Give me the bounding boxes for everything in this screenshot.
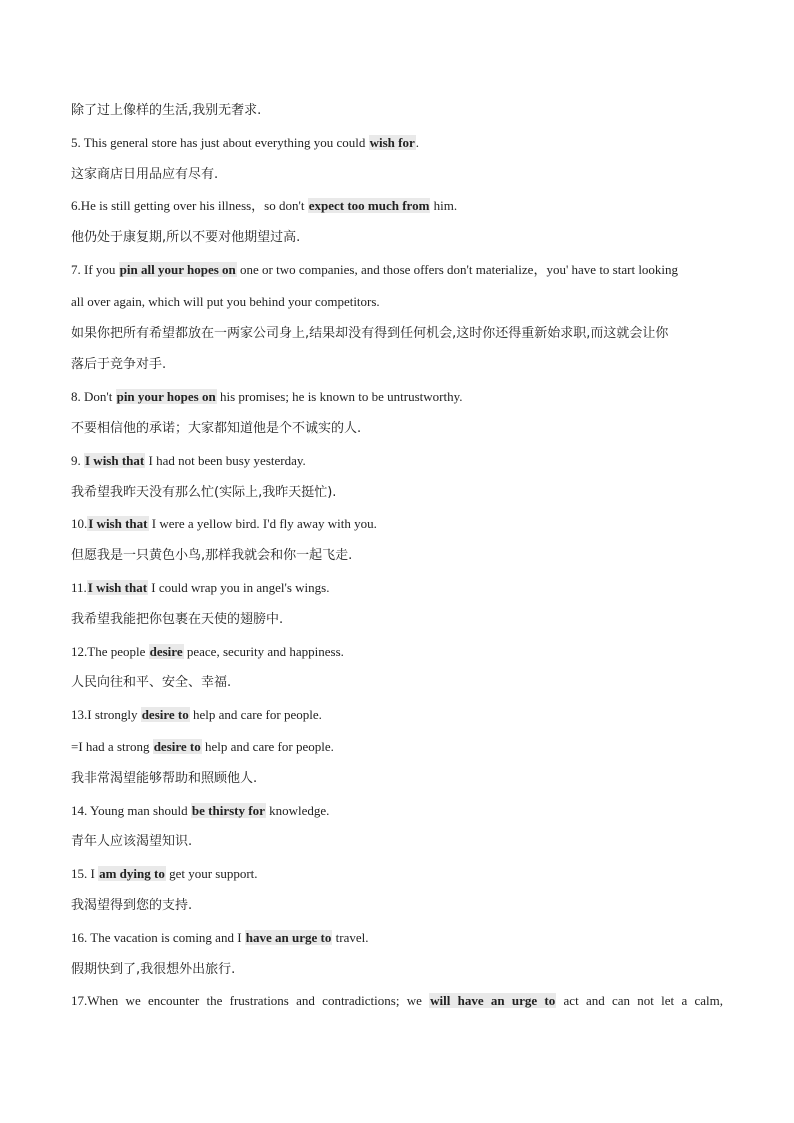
text-segment: 我非常渴望能够帮助和照顾他人. xyxy=(71,770,258,786)
text-segment: peace, security and happiness. xyxy=(183,643,344,659)
chinese-translation-line xyxy=(71,609,723,641)
text-segment: get your support. xyxy=(165,866,258,882)
text-segment: 7. If you xyxy=(71,261,119,277)
text-segment: 青年人应该渴望知识. xyxy=(71,834,193,850)
text-segment: 他仍处于康复期,所以不要对他期望过高. xyxy=(71,230,301,246)
text-segment: 11. xyxy=(71,579,87,595)
text-segment: 6.He is still getting over his illness，so don't xyxy=(71,198,308,214)
highlighted-phrase: desire xyxy=(149,643,183,659)
chinese-translation-line xyxy=(71,100,723,132)
chinese-translation-line xyxy=(71,959,723,991)
text-segment: 17.When we encounter the frustrations and contradictions; we xyxy=(71,993,430,1009)
text-segment: act and can not let a calm, xyxy=(556,993,723,1009)
text-segment: 我希望我昨天没有那么忙(实际上,我昨天挺忙). xyxy=(71,484,337,500)
chinese-translation-line xyxy=(71,323,723,355)
highlighted-phrase: be thirsty for xyxy=(191,802,265,818)
highlighted-phrase: expect too much from xyxy=(308,198,430,214)
chinese-translation-line xyxy=(71,545,723,577)
text-segment: 15. I xyxy=(71,866,99,882)
text-segment: =I had a strong xyxy=(71,738,153,754)
text-segment: travel. xyxy=(332,929,369,945)
text-segment: 落后于竞争对手. xyxy=(71,357,167,373)
text-segment: 我渴望得到您的支持. xyxy=(71,897,193,913)
text-segment: I could wrap you in angel's wings. xyxy=(148,579,330,595)
highlighted-phrase: pin your hopes on xyxy=(116,389,216,405)
text-segment: 假期快到了,我很想外出旅行. xyxy=(71,961,236,977)
text-segment: 不要相信他的承诺；大家都知道他是个不诚实的人. xyxy=(71,420,362,436)
english-sentence-line xyxy=(71,450,723,482)
chinese-translation-line xyxy=(71,768,723,800)
highlighted-phrase: will have an urge to xyxy=(430,993,556,1009)
english-sentence-line xyxy=(71,386,723,418)
english-sentence-line xyxy=(71,291,723,323)
english-sentence-line xyxy=(71,800,723,832)
text-segment: 9. xyxy=(71,452,84,468)
highlighted-phrase: I wish that xyxy=(85,452,145,468)
highlighted-phrase: pin all your hopes on xyxy=(119,261,236,277)
english-sentence-line xyxy=(71,195,723,227)
text-segment: 我希望我能把你包裹在天使的翅膀中. xyxy=(71,611,284,627)
text-segment: 除了过上像样的生活,我别无奢求. xyxy=(71,103,262,118)
text-segment: him. xyxy=(430,198,458,214)
highlighted-phrase: am dying to xyxy=(99,866,165,882)
english-sentence-line xyxy=(71,863,723,895)
chinese-translation-line xyxy=(71,482,723,514)
english-sentence-line xyxy=(71,259,723,291)
chinese-translation-line xyxy=(71,831,723,863)
text-segment: 8. Don't xyxy=(71,389,116,405)
text-segment: 这家商店日用品应有尽有. xyxy=(71,166,219,182)
highlighted-phrase: have an urge to xyxy=(245,929,332,945)
english-sentence-line xyxy=(71,577,723,609)
text-segment: 13.I strongly xyxy=(71,707,141,723)
text-segment: 16. The vacation is coming and I xyxy=(71,929,245,945)
text-segment: help and care for people. xyxy=(189,707,322,723)
chinese-translation-line xyxy=(71,672,723,704)
text-segment: 12.The people xyxy=(71,643,149,659)
text-segment: 但愿我是一只黄色小鸟,那样我就会和你一起飞走. xyxy=(71,548,353,564)
text-segment: all over again, which will put you behind your competitors. xyxy=(71,293,380,309)
highlighted-phrase: I wish that xyxy=(87,579,148,595)
chinese-translation-line xyxy=(71,895,723,927)
chinese-translation-line xyxy=(71,354,723,386)
english-sentence-line xyxy=(71,513,723,545)
chinese-translation-line xyxy=(71,227,723,259)
text-segment: 5. This general store has just about everything you could xyxy=(71,134,369,150)
english-sentence-line xyxy=(71,736,723,768)
chinese-translation-line xyxy=(71,164,723,196)
text-segment: knowledge. xyxy=(265,802,330,818)
text-segment: 如果你把所有希望都放在一两家公司身上,结果却没有得到任何机会,这时你还得重新始求职,而这就会让你 xyxy=(71,325,669,341)
text-segment: 14. Young man should xyxy=(71,802,191,818)
highlighted-phrase: desire to xyxy=(141,707,189,723)
english-sentence-line xyxy=(71,704,723,736)
text-segment: help and care for people. xyxy=(201,738,334,754)
text-segment: one or two companies, and those offers don't materialize，you' have to start looking xyxy=(236,261,679,277)
english-sentence-line xyxy=(71,927,723,959)
english-sentence-line xyxy=(71,990,723,1022)
highlighted-phrase: wish for xyxy=(369,134,415,150)
text-segment: his promises; he is known to be untrustworthy. xyxy=(216,389,463,405)
document-body xyxy=(71,100,723,1022)
english-sentence-line xyxy=(71,641,723,673)
english-sentence-line xyxy=(71,132,723,164)
text-segment: I had not been busy yesterday. xyxy=(145,452,306,468)
chinese-translation-line xyxy=(71,418,723,450)
highlighted-phrase: I wish that xyxy=(88,516,148,532)
text-segment: 人民向往和平、安全、幸福. xyxy=(71,675,232,691)
text-segment: I were a yellow bird. I'd fly away with you. xyxy=(148,516,377,532)
highlighted-phrase: desire to xyxy=(153,738,201,754)
text-segment: . xyxy=(415,134,420,150)
text-segment: 10. xyxy=(71,516,88,532)
